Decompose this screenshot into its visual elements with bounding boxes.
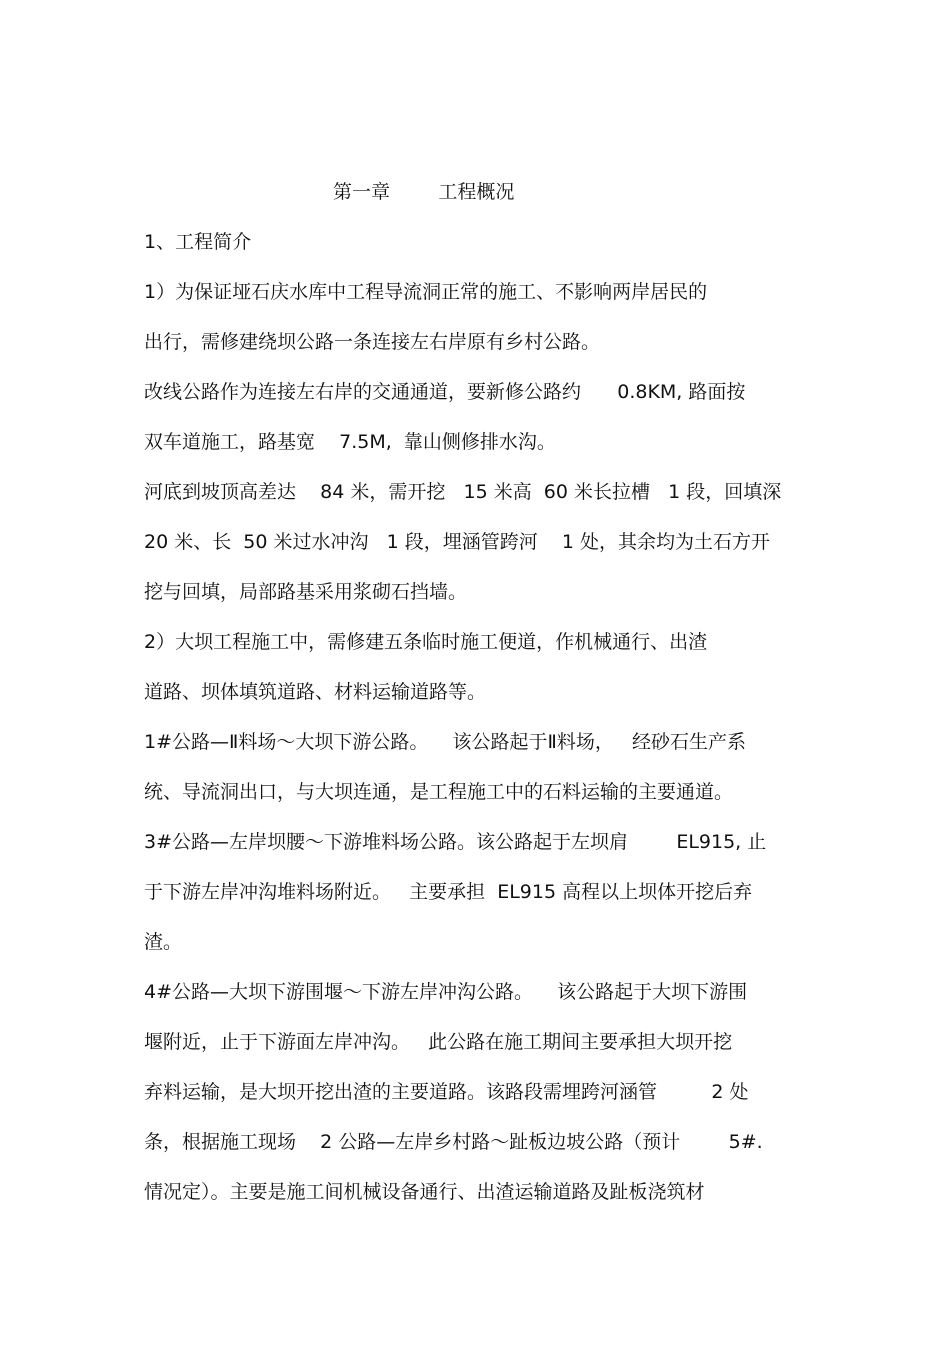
paragraph-line: 改线公路作为连接左右岸的交通通道，要新修公路约 0.8KM, 路面按	[144, 381, 746, 403]
paragraph-line: 4#公路—大坝下游围堰～下游左岸冲沟公路。 该公路起于大坝下游围	[144, 981, 748, 1003]
paragraph-line: 条，根据施工现场 2 公路—左岸乡村路～趾板边坡公路（预计 5#.	[144, 1131, 763, 1153]
paragraph-line: 3#公路—左岸坝腰～下游堆料场公路。该公路起于左坝肩 EL915, 止	[144, 831, 767, 853]
paragraph-line: 1）为保证垭石庆水库中工程导流洞正常的施工、不影响两岸居民的	[144, 281, 708, 303]
paragraph-line: 堰附近，止于下游面左岸冲沟。 此公路在施工期间主要承担大坝开挖	[144, 1031, 733, 1053]
paragraph-line: 出行，需修建绕坝公路一条连接左右岸原有乡村公路。	[144, 331, 601, 353]
paragraph-line: 2）大坝工程施工中，需修建五条临时施工便道，作机械通行、出渣	[144, 631, 708, 653]
paragraph-line: 于下游左岸冲沟堆料场附近。 主要承担 EL915 高程以上坝体开挖后弃	[144, 881, 753, 903]
paragraph-line: 1#公路—Ⅱ料场～大坝下游公路。 该公路起于Ⅱ料场， 经砂石生产系	[144, 731, 746, 753]
paragraph-line: 统、导流洞出口，与大坝连通，是工程施工中的石料运输的主要通道。	[144, 781, 734, 803]
paragraph-line: 渣。	[144, 931, 183, 953]
paragraph-line: 道路、坝体填筑道路、材料运输道路等。	[144, 681, 487, 703]
paragraph-line: 情况定）。主要是施工间机械设备通行、出渣运输道路及趾板浇筑材	[144, 1181, 705, 1203]
paragraph-line: 弃料运输，是大坝开挖出渣的主要道路。该路段需埋跨河涵管 2 处	[144, 1081, 749, 1103]
paragraph-line: 1、工程简介	[144, 231, 252, 253]
paragraph-line: 双车道施工，路基宽 7.5M, 靠山侧修排水沟。	[144, 431, 556, 453]
paragraph-line: 河底到坡顶高差达 84 米，需开挖 15 米高 60 米长拉槽 1 段，回填深	[144, 481, 782, 503]
paragraph-line: 挖与回填，局部路基采用浆砌石挡墙。	[144, 581, 468, 603]
paragraph-line: 20 米、长 50 米过水冲沟 1 段，埋涵管跨河 1 处，其余均为土石方开	[144, 531, 771, 553]
chapter-title: 第一章 工程概况	[333, 181, 515, 203]
